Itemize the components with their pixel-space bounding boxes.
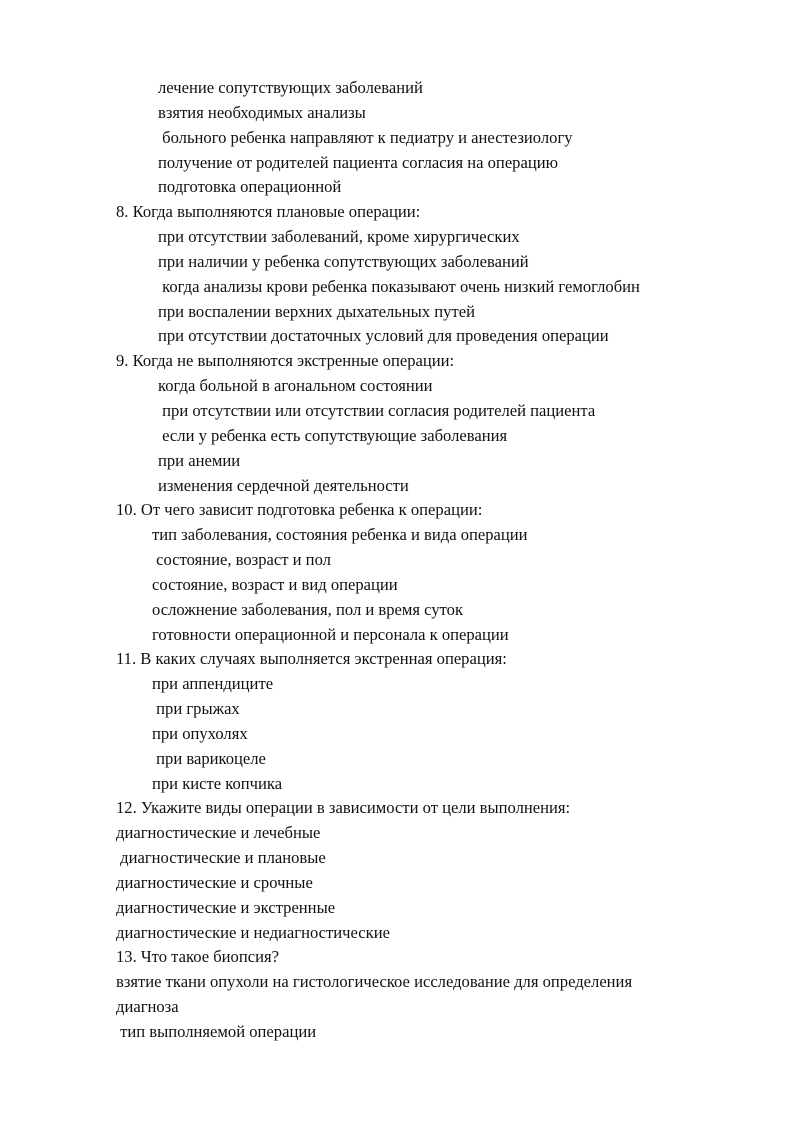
- answer-line: больного ребенка направляют к педиатру и анестезиологу: [158, 128, 573, 147]
- answer-line: когда анализы крови ребенка показывают очень низкий гемоглобин: [158, 277, 640, 296]
- answer-line: при отсутствии заболеваний, кроме хирургических: [158, 227, 520, 246]
- question-heading: 10. От чего зависит подготовка ребенка к операции:: [116, 500, 483, 519]
- answer-line: если у ребенка есть сопутствующие заболевания: [158, 426, 508, 445]
- question-heading: 12. Укажите виды операции в зависимости от цели выполнения:: [116, 798, 571, 817]
- answer-line: при отсутствии или отсутствии согласия родителей пациента: [158, 401, 596, 420]
- answer-line: диагностические и плановые: [116, 848, 326, 867]
- answer-line: при наличии у ребенка сопутствующих заболеваний: [158, 252, 529, 271]
- answer-line: диагностические и срочные: [116, 873, 313, 892]
- answer-line: при аппендиците: [152, 674, 274, 693]
- answer-line: при варикоцеле: [152, 749, 266, 768]
- answer-line: диагностические и лечебные: [116, 823, 321, 842]
- answer-line: тип выполняемой операции: [116, 1022, 317, 1041]
- answer-line: при грыжах: [152, 699, 240, 718]
- answer-line: при анемии: [158, 451, 241, 470]
- answer-line: диагностические и экстренные: [116, 898, 336, 917]
- answer-line: подготовка операционной: [158, 177, 342, 196]
- answer-line: при воспалении верхних дыхательных путей: [158, 302, 475, 321]
- answer-line: готовности операционной и персонала к операции: [152, 625, 509, 644]
- answer-line: взятия необходимых анализы: [158, 103, 366, 122]
- answer-line: тип заболевания, состояния ребенка и вида операции: [152, 525, 528, 544]
- answer-line: получение от родителей пациента согласия на операцию: [158, 153, 558, 172]
- answer-line: при отсутствии достаточных условий для проведения операции: [158, 326, 609, 345]
- answer-line: осложнение заболевания, пол и время суток: [152, 600, 464, 619]
- answer-line: при кисте копчика: [152, 774, 283, 793]
- answer-line: состояние, возраст и пол: [152, 550, 331, 569]
- answer-line: изменения сердечной деятельности: [158, 476, 409, 495]
- answer-line: лечение сопутствующих заболеваний: [158, 78, 423, 97]
- question-heading: 13. Что такое биопсия?: [116, 947, 279, 966]
- answer-line: при опухолях: [152, 724, 248, 743]
- question-heading: 11. В каких случаях выполняется экстренная операция:: [116, 649, 507, 668]
- question-heading: 8. Когда выполняются плановые операции:: [116, 202, 421, 221]
- answer-line: диагностические и недиагностические: [116, 923, 390, 942]
- question-heading: 9. Когда не выполняются экстренные операции:: [116, 351, 455, 370]
- answer-line: когда больной в агональном состоянии: [158, 376, 433, 395]
- answer-line: взятие ткани опухоли на гистологическое исследование для определения: [116, 972, 633, 991]
- answer-line: состояние, возраст и вид операции: [152, 575, 398, 594]
- answer-line: диагноза: [116, 997, 179, 1016]
